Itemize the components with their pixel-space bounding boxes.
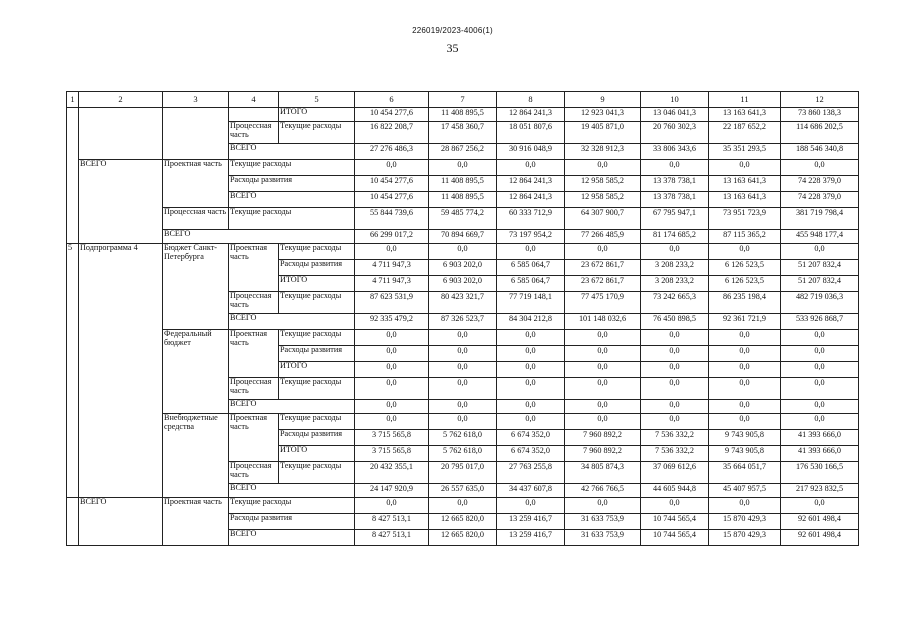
value-cell: 20 432 355,1 (355, 462, 429, 484)
value-cell: 0,0 (565, 346, 641, 362)
value-cell: 74 228 379,0 (781, 176, 859, 192)
value-cell: 12 864 241,3 (497, 192, 565, 208)
value-cell: 41 393 666,0 (781, 446, 859, 462)
column-number-row (67, 92, 859, 108)
value-cell: 51 207 832,4 (781, 260, 859, 276)
value-cell: 0,0 (709, 244, 781, 260)
page-number: 35 (446, 41, 459, 55)
row-label: Процессная часть (229, 378, 279, 400)
value-cell: 70 894 669,7 (429, 230, 497, 244)
value-cell: 44 605 944,8 (641, 484, 709, 498)
value-cell: 0,0 (565, 330, 641, 346)
value-cell: 0,0 (781, 330, 859, 346)
value-cell: 0,0 (429, 244, 497, 260)
value-cell: 51 207 832,4 (781, 276, 859, 292)
col-header: 8 (497, 92, 565, 108)
row-label: ВСЕГО (229, 314, 355, 330)
row-label: Текущие расходы (279, 244, 355, 260)
value-cell: 0,0 (429, 378, 497, 400)
value-cell: 0,0 (497, 244, 565, 260)
value-cell: 0,0 (497, 498, 565, 514)
value-cell: 16 822 208,7 (355, 122, 429, 144)
row-label: Процессная часть (229, 122, 279, 144)
row-label: Процессная часть (163, 208, 229, 230)
value-cell: 15 870 429,3 (709, 514, 781, 530)
value-cell: 0,0 (355, 330, 429, 346)
col-header: 10 (641, 92, 709, 108)
row-label: ИТОГО (279, 362, 355, 378)
value-cell: 0,0 (565, 362, 641, 378)
value-cell: 31 633 753,9 (565, 514, 641, 530)
subprogram-number: 5 (67, 244, 79, 498)
value-cell: 7 536 332,2 (641, 430, 709, 446)
value-cell: 10 454 277,6 (355, 108, 429, 122)
value-cell: 10 744 565,4 (641, 530, 709, 546)
value-cell: 0,0 (709, 160, 781, 176)
value-cell: 27 276 486,3 (355, 144, 429, 160)
row-label: ИТОГО (279, 276, 355, 292)
value-cell: 0,0 (641, 378, 709, 400)
value-cell: 0,0 (709, 414, 781, 430)
value-cell: 0,0 (497, 400, 565, 414)
value-cell: 64 307 900,7 (565, 208, 641, 230)
value-cell: 22 187 652,2 (709, 122, 781, 144)
row-label: Процессная часть (229, 292, 279, 314)
table-row (67, 414, 859, 430)
value-cell: 3 715 565,8 (355, 446, 429, 462)
value-cell: 24 147 920,9 (355, 484, 429, 498)
value-cell: 31 633 753,9 (565, 530, 641, 546)
value-cell: 12 958 585,2 (565, 176, 641, 192)
value-cell: 3 208 233,2 (641, 276, 709, 292)
value-cell: 6 126 523,5 (709, 276, 781, 292)
row-label: Расходы развития (279, 260, 355, 276)
row-label: ВСЕГО (229, 484, 355, 498)
value-cell: 0,0 (641, 414, 709, 430)
value-cell: 0,0 (709, 362, 781, 378)
value-cell: 92 601 498,4 (781, 514, 859, 530)
value-cell: 6 903 202,0 (429, 260, 497, 276)
value-cell: 28 867 256,2 (429, 144, 497, 160)
value-cell: 73 860 138,3 (781, 108, 859, 122)
value-cell: 7 960 892,2 (565, 446, 641, 462)
value-cell: 0,0 (781, 160, 859, 176)
row-label: Расходы развития (279, 346, 355, 362)
value-cell: 0,0 (781, 378, 859, 400)
table-row (67, 208, 859, 230)
value-cell: 0,0 (355, 362, 429, 378)
row-label: Расходы развития (229, 176, 355, 192)
value-cell: 5 762 618,0 (429, 446, 497, 462)
value-cell: 34 805 874,3 (565, 462, 641, 484)
value-cell: 15 870 429,3 (709, 530, 781, 546)
value-cell: 13 163 641,3 (709, 108, 781, 122)
funding-source: Внебюджетные средства (163, 414, 229, 498)
value-cell: 87 115 365,2 (709, 230, 781, 244)
value-cell: 12 864 241,3 (497, 108, 565, 122)
value-cell: 188 546 340,8 (781, 144, 859, 160)
value-cell: 27 763 255,8 (497, 462, 565, 484)
value-cell: 0,0 (429, 160, 497, 176)
value-cell: 0,0 (641, 346, 709, 362)
col-header: 12 (781, 92, 859, 108)
value-cell: 81 174 685,2 (641, 230, 709, 244)
value-cell: 74 228 379,0 (781, 192, 859, 208)
col-header: 3 (163, 92, 229, 108)
value-cell: 33 806 343,6 (641, 144, 709, 160)
value-cell: 0,0 (355, 400, 429, 414)
value-cell: 3 208 233,2 (641, 260, 709, 276)
col-header: 2 (79, 92, 163, 108)
row-label: ИТОГО (279, 446, 355, 462)
value-cell: 10 454 277,6 (355, 176, 429, 192)
value-cell: 533 926 868,7 (781, 314, 859, 330)
row-label: Проектная часть (163, 498, 229, 546)
row-label: ВСЕГО (79, 498, 163, 546)
row-label: ВСЕГО (229, 530, 355, 546)
value-cell: 18 051 807,6 (497, 122, 565, 144)
value-cell: 482 719 036,3 (781, 292, 859, 314)
subprogram-name: Подпрограмма 4 (79, 244, 163, 498)
value-cell: 3 715 565,8 (355, 430, 429, 446)
value-cell: 4 711 947,3 (355, 276, 429, 292)
value-cell: 0,0 (641, 362, 709, 378)
row-label: Текущие расходы (229, 208, 355, 230)
table-row (67, 160, 859, 176)
value-cell: 455 948 177,4 (781, 230, 859, 244)
value-cell: 77 475 170,9 (565, 292, 641, 314)
value-cell: 67 795 947,1 (641, 208, 709, 230)
value-cell: 23 672 861,7 (565, 276, 641, 292)
value-cell: 87 623 531,9 (355, 292, 429, 314)
value-cell: 30 916 048,9 (497, 144, 565, 160)
value-cell: 0,0 (355, 498, 429, 514)
value-cell: 0,0 (429, 414, 497, 430)
col-header: 5 (279, 92, 355, 108)
value-cell: 0,0 (497, 414, 565, 430)
row-label: Процессная часть (229, 462, 279, 484)
col-header: 1 (67, 92, 79, 108)
row-label: ВСЕГО (163, 230, 355, 244)
value-cell: 37 069 612,6 (641, 462, 709, 484)
value-cell: 73 951 723,9 (709, 208, 781, 230)
value-cell: 34 437 607,8 (497, 484, 565, 498)
value-cell: 0,0 (355, 414, 429, 430)
value-cell: 60 333 712,9 (497, 208, 565, 230)
row-label: ВСЕГО (229, 192, 355, 208)
value-cell: 42 766 766,5 (565, 484, 641, 498)
value-cell: 13 163 641,3 (709, 176, 781, 192)
value-cell: 0,0 (497, 160, 565, 176)
value-cell: 66 299 017,2 (355, 230, 429, 244)
col-header: 9 (565, 92, 641, 108)
value-cell: 26 557 635,0 (429, 484, 497, 498)
value-cell: 11 408 895,5 (429, 176, 497, 192)
col-header: 6 (355, 92, 429, 108)
value-cell: 59 485 774,2 (429, 208, 497, 230)
value-cell: 13 259 416,7 (497, 530, 565, 546)
value-cell: 381 719 798,4 (781, 208, 859, 230)
value-cell: 12 665 820,0 (429, 530, 497, 546)
row-label: ВСЕГО (229, 400, 355, 414)
value-cell: 101 148 032,6 (565, 314, 641, 330)
value-cell: 12 923 041,3 (565, 108, 641, 122)
value-cell: 0,0 (641, 498, 709, 514)
row-label: Текущие расходы (279, 122, 355, 144)
value-cell: 6 674 352,0 (497, 446, 565, 462)
row-label: ВСЕГО (229, 144, 355, 160)
value-cell: 0,0 (565, 414, 641, 430)
value-cell: 73 242 665,3 (641, 292, 709, 314)
value-cell: 13 378 738,1 (641, 192, 709, 208)
value-cell: 20 795 017,0 (429, 462, 497, 484)
value-cell: 35 351 293,5 (709, 144, 781, 160)
value-cell: 32 328 912,3 (565, 144, 641, 160)
value-cell: 8 427 513,1 (355, 530, 429, 546)
value-cell: 0,0 (565, 378, 641, 400)
value-cell: 217 923 832,5 (781, 484, 859, 498)
funding-source: Бюджет Санкт-Петербурга (163, 244, 229, 330)
value-cell: 8 427 513,1 (355, 514, 429, 530)
table-row (67, 230, 859, 244)
value-cell: 0,0 (781, 498, 859, 514)
value-cell: 0,0 (429, 498, 497, 514)
row-label: Расходы развития (279, 430, 355, 446)
row-label: Проектная часть (229, 244, 279, 292)
value-cell: 0,0 (565, 400, 641, 414)
value-cell: 20 760 302,3 (641, 122, 709, 144)
cell-empty (229, 108, 279, 122)
funding-source: Федеральный бюджет (163, 330, 229, 414)
value-cell: 0,0 (497, 362, 565, 378)
value-cell: 0,0 (355, 346, 429, 362)
row-label: Текущие расходы (279, 330, 355, 346)
value-cell: 87 326 523,7 (429, 314, 497, 330)
value-cell: 0,0 (709, 400, 781, 414)
row-label: Текущие расходы (279, 462, 355, 484)
value-cell: 6 585 064,7 (497, 260, 565, 276)
value-cell: 0,0 (429, 346, 497, 362)
value-cell: 13 378 738,1 (641, 176, 709, 192)
value-cell: 0,0 (565, 244, 641, 260)
value-cell: 12 958 585,2 (565, 192, 641, 208)
value-cell: 0,0 (497, 378, 565, 400)
row-label: Текущие расходы (279, 378, 355, 400)
value-cell: 7 960 892,2 (565, 430, 641, 446)
cell-empty (79, 108, 163, 160)
value-cell: 9 743 905,8 (709, 430, 781, 446)
value-cell: 0,0 (781, 400, 859, 414)
value-cell: 45 407 957,5 (709, 484, 781, 498)
value-cell: 5 762 618,0 (429, 430, 497, 446)
value-cell: 6 674 352,0 (497, 430, 565, 446)
value-cell: 0,0 (781, 244, 859, 260)
value-cell: 0,0 (565, 498, 641, 514)
value-cell: 19 405 871,0 (565, 122, 641, 144)
value-cell: 0,0 (709, 378, 781, 400)
value-cell: 86 235 198,4 (709, 292, 781, 314)
value-cell: 0,0 (355, 160, 429, 176)
value-cell: 55 844 739,6 (355, 208, 429, 230)
value-cell: 0,0 (709, 498, 781, 514)
value-cell: 77 266 485,9 (565, 230, 641, 244)
value-cell: 0,0 (641, 244, 709, 260)
value-cell: 0,0 (781, 414, 859, 430)
value-cell: 17 458 360,7 (429, 122, 497, 144)
value-cell: 11 408 895,5 (429, 108, 497, 122)
row-label: Расходы развития (229, 514, 355, 530)
value-cell: 10 454 277,6 (355, 192, 429, 208)
table-row (67, 244, 859, 260)
value-cell: 0,0 (429, 400, 497, 414)
col-header: 4 (229, 92, 279, 108)
row-label: Текущие расходы (229, 160, 355, 176)
value-cell: 0,0 (355, 378, 429, 400)
value-cell: 77 719 148,1 (497, 292, 565, 314)
row-label: ВСЕГО (79, 160, 163, 244)
value-cell: 0,0 (429, 362, 497, 378)
value-cell: 176 530 166,5 (781, 462, 859, 484)
value-cell: 41 393 666,0 (781, 430, 859, 446)
value-cell: 13 163 641,3 (709, 192, 781, 208)
value-cell: 12 864 241,3 (497, 176, 565, 192)
value-cell: 0,0 (497, 346, 565, 362)
value-cell: 0,0 (709, 346, 781, 362)
budget-table (66, 91, 859, 546)
value-cell: 6 903 202,0 (429, 276, 497, 292)
row-label: ИТОГО (279, 108, 355, 122)
value-cell: 80 423 321,7 (429, 292, 497, 314)
row-label: Текущие расходы (229, 498, 355, 514)
col-header: 11 (709, 92, 781, 108)
value-cell: 0,0 (781, 346, 859, 362)
value-cell: 0,0 (781, 362, 859, 378)
cell-empty (163, 108, 229, 160)
value-cell: 0,0 (641, 400, 709, 414)
value-cell: 6 126 523,5 (709, 260, 781, 276)
cell-empty (67, 108, 79, 244)
value-cell: 0,0 (641, 330, 709, 346)
value-cell: 7 536 332,2 (641, 446, 709, 462)
value-cell: 0,0 (429, 330, 497, 346)
col-header: 7 (429, 92, 497, 108)
table-row (67, 330, 859, 346)
row-label: Проектная часть (163, 160, 229, 208)
row-label: Текущие расходы (279, 414, 355, 430)
value-cell: 92 335 479,2 (355, 314, 429, 330)
value-cell: 13 046 041,3 (641, 108, 709, 122)
value-cell: 84 304 212,8 (497, 314, 565, 330)
value-cell: 0,0 (709, 330, 781, 346)
cell-empty (67, 498, 79, 546)
value-cell: 0,0 (641, 160, 709, 176)
table-row (67, 498, 859, 514)
value-cell: 12 665 820,0 (429, 514, 497, 530)
value-cell: 0,0 (565, 160, 641, 176)
value-cell: 11 408 895,5 (429, 192, 497, 208)
table-row (67, 108, 859, 122)
value-cell: 92 361 721,9 (709, 314, 781, 330)
document-id: 226019/2023-4006(1) (412, 26, 493, 35)
value-cell: 0,0 (497, 330, 565, 346)
value-cell: 92 601 498,4 (781, 530, 859, 546)
value-cell: 4 711 947,3 (355, 260, 429, 276)
row-label: Проектная часть (229, 330, 279, 378)
row-label: Текущие расходы (279, 292, 355, 314)
value-cell: 23 672 861,7 (565, 260, 641, 276)
value-cell: 73 197 954,2 (497, 230, 565, 244)
value-cell: 76 450 898,5 (641, 314, 709, 330)
value-cell: 114 686 202,5 (781, 122, 859, 144)
row-label: Проектная часть (229, 414, 279, 462)
value-cell: 13 259 416,7 (497, 514, 565, 530)
value-cell: 10 744 565,4 (641, 514, 709, 530)
value-cell: 35 664 051,7 (709, 462, 781, 484)
value-cell: 9 743 905,8 (709, 446, 781, 462)
value-cell: 6 585 064,7 (497, 276, 565, 292)
value-cell: 0,0 (355, 244, 429, 260)
